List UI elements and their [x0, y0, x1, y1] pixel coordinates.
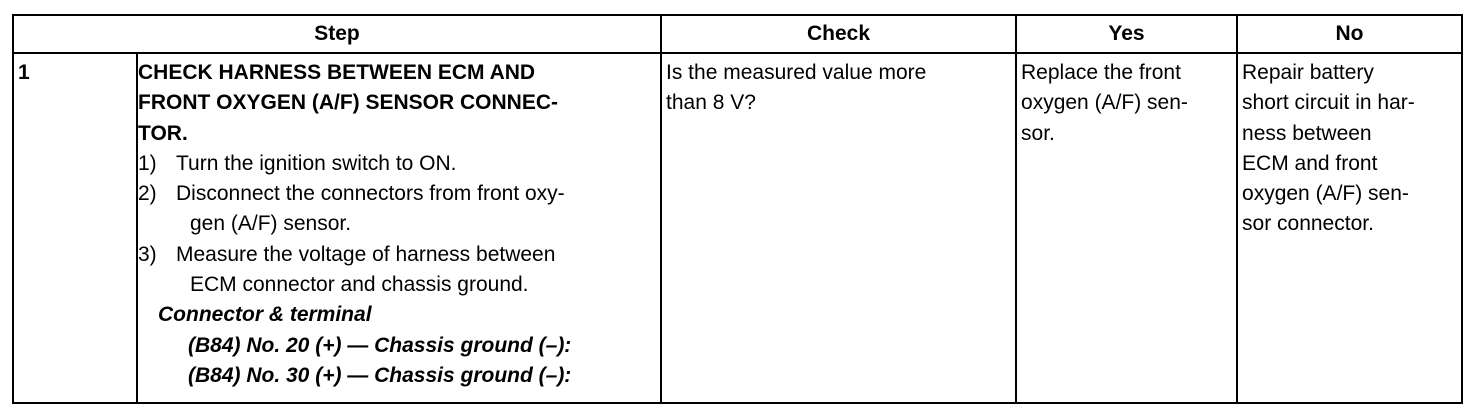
- substep-number: 3): [138, 242, 157, 266]
- yes-cell: [1016, 53, 1237, 403]
- substep-number: 1): [138, 151, 157, 175]
- substep-line: Turn the ignition switch to ON.: [176, 151, 457, 175]
- step-description: [137, 53, 661, 403]
- step-title-line: FRONT OXYGEN (A/F) SENSOR CONNEC-: [138, 91, 559, 115]
- no-line: oxygen (A/F) sen-: [1242, 182, 1409, 206]
- substep: [138, 179, 660, 240]
- diagnostic-table: [12, 14, 1463, 404]
- no-line: sor connector.: [1242, 212, 1374, 236]
- step-title-line: TOR.: [138, 121, 188, 145]
- substep-line: Measure the voltage of harness between: [176, 242, 556, 266]
- step-number: 1: [13, 53, 137, 403]
- no-line: ECM and front: [1242, 151, 1378, 175]
- no-line: Repair battery: [1242, 61, 1374, 84]
- yes-line: oxygen (A/F) sen-: [1021, 91, 1188, 115]
- step-title-line: CHECK HARNESS BETWEEN ECM AND: [138, 61, 536, 84]
- yes-line: Replace the front: [1021, 61, 1181, 84]
- substep: [138, 149, 660, 179]
- substep-line: ECM connector and chassis ground.: [190, 273, 529, 297]
- connector-line: (B84) No. 30 (+) — Chassis ground (–):: [188, 363, 572, 387]
- table-row: [13, 53, 1462, 403]
- connector-line: (B84) No. 20 (+) — Chassis ground (–):: [188, 333, 572, 357]
- yes-line: sor.: [1021, 121, 1055, 145]
- header-yes: Yes: [1016, 15, 1237, 53]
- check-line: Is the measured value more: [666, 61, 927, 84]
- substep: [138, 240, 660, 301]
- header-check: Check: [661, 15, 1016, 53]
- header-row: [13, 15, 1462, 53]
- check-line: than 8 V?: [666, 91, 756, 115]
- header-no: No: [1237, 15, 1462, 53]
- check-cell: [661, 53, 1016, 403]
- connector-heading: Connector & terminal: [158, 303, 372, 327]
- no-line: short circuit in har-: [1242, 91, 1415, 115]
- substep-line: gen (A/F) sensor.: [190, 212, 352, 236]
- no-cell: [1237, 53, 1462, 403]
- substep-line: Disconnect the connectors from front oxy-: [176, 182, 565, 206]
- header-step: Step: [13, 15, 661, 53]
- no-line: ness between: [1242, 121, 1372, 145]
- substep-number: 2): [138, 182, 157, 206]
